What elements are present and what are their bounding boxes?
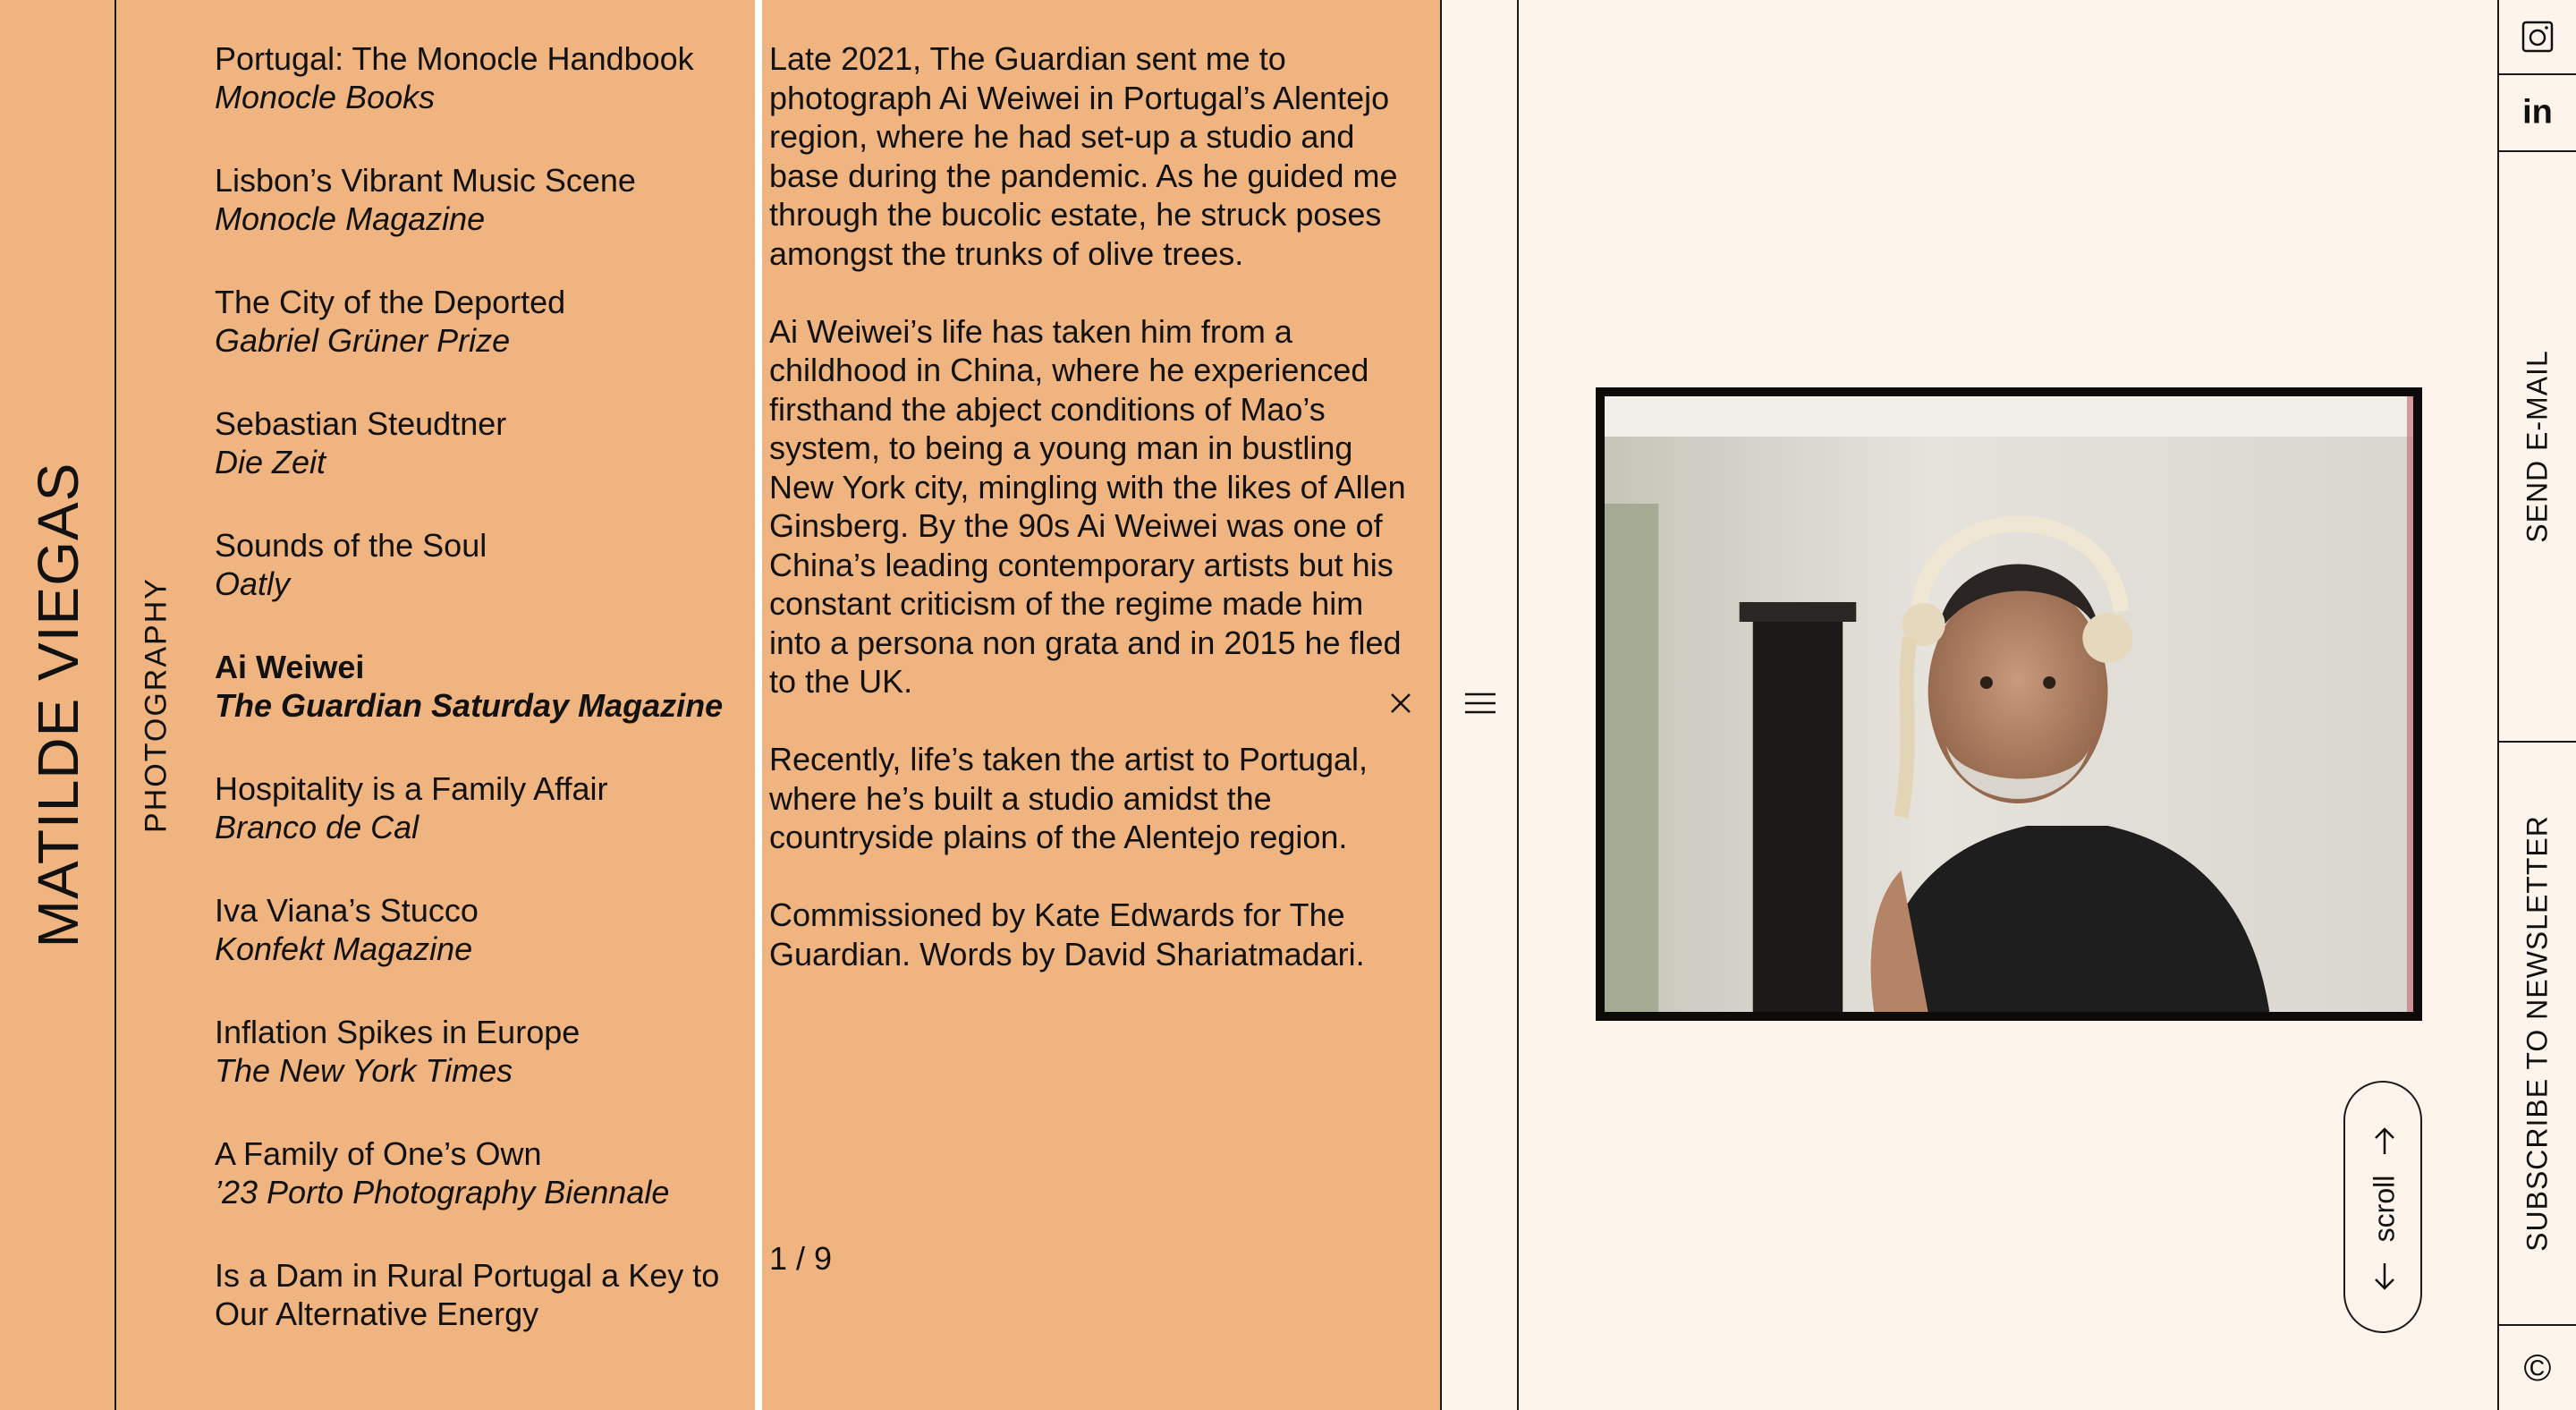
instagram-icon xyxy=(2520,19,2555,55)
project-title: A Family of One’s Own xyxy=(215,1135,542,1172)
project-title: Portugal: The Monocle Handbook xyxy=(215,40,694,77)
linkedin-icon: in xyxy=(2522,93,2553,132)
project-client: Monocle Magazine xyxy=(215,200,486,237)
project-item[interactable] xyxy=(215,526,751,603)
project-item[interactable] xyxy=(215,769,751,846)
project-client: Branco de Cal xyxy=(215,809,419,845)
project-list xyxy=(215,39,751,1378)
send-email-label: SEND E-MAIL xyxy=(2521,350,2554,543)
menu-button[interactable] xyxy=(1462,687,1499,719)
description-column xyxy=(762,0,1442,1410)
project-client: The Guardian Saturday Magazine xyxy=(215,687,724,724)
instagram-link[interactable] xyxy=(2499,0,2576,75)
project-client: Oatly xyxy=(215,565,291,602)
project-title: Is a Dam in Rural Portugal a Key to Our Alternative Energy xyxy=(215,1257,720,1332)
project-item[interactable] xyxy=(215,404,751,481)
scroll-label: scroll xyxy=(2368,1175,2401,1243)
project-client: ’23 Porto Photography Biennale xyxy=(215,1174,670,1210)
copyright-icon: © xyxy=(2523,1346,2552,1389)
newsletter-link[interactable] xyxy=(2499,743,2576,1326)
project-client: The New York Times xyxy=(215,1052,513,1089)
project-item[interactable] xyxy=(215,891,751,968)
hamburger-icon xyxy=(1462,687,1499,719)
description-paragraph: Late 2021, The Guardian sent me to photograph Ai Weiwei in Portugal’s Alentejo region, where he had set-up a studio and base during the pandemic. As he guided me through the bucolic estate, he struck poses amongst the trunks of olive trees. xyxy=(769,40,1398,272)
copyright-link[interactable] xyxy=(2499,1326,2576,1410)
brand-column xyxy=(0,0,116,1410)
project-item[interactable] xyxy=(215,1013,751,1090)
project-client: Die Zeit xyxy=(215,444,326,480)
description-paragraph: Recently, life’s taken the artist to Portugal, where he’s built a studio amidst the countryside plains of the Alentejo region. xyxy=(769,741,1368,855)
send-email-link[interactable] xyxy=(2499,152,2576,743)
project-client: Konfekt Magazine xyxy=(215,930,473,967)
project-item[interactable] xyxy=(215,1256,751,1333)
close-button[interactable] xyxy=(1385,687,1417,719)
project-item[interactable] xyxy=(215,161,751,238)
project-title: Sounds of the Soul xyxy=(215,527,487,564)
project-photo[interactable] xyxy=(1596,387,2422,1021)
project-item[interactable] xyxy=(215,1134,751,1211)
section-label[interactable]: PHOTOGRAPHY xyxy=(139,577,174,833)
project-item[interactable] xyxy=(215,648,751,725)
project-title: Iva Viana’s Stucco xyxy=(215,892,479,929)
project-list-column xyxy=(116,0,762,1410)
description-paragraph: Ai Weiwei’s life has taken him from a childhood in China, where he experienced firsthand the abject conditions of Mao’s system, to being a young man in bustling New York city, mingling with the likes of Allen Ginsberg. By the 90s Ai Weiwei was one of China’s leading contemporary artists but his constant criticism of the regime made him into a persona non grata and in 2015 he fled to the UK. xyxy=(769,312,1406,700)
menu-column xyxy=(1442,0,1519,1410)
project-client: Gabriel Grüner Prize xyxy=(215,322,511,359)
scroll-button[interactable] xyxy=(2343,1081,2422,1333)
linkedin-link[interactable] xyxy=(2499,75,2576,152)
project-item[interactable] xyxy=(215,39,751,116)
project-title: Ai Weiwei xyxy=(215,649,365,685)
close-icon xyxy=(1385,687,1417,719)
arrow-down-icon xyxy=(2370,1260,2399,1292)
site-title[interactable]: MATILDE VIEGAS xyxy=(26,462,90,948)
social-rail xyxy=(2497,0,2576,1410)
newsletter-label: SUBSCRIBE TO NEWSLETTER xyxy=(2521,815,2554,1252)
project-title: Inflation Spikes in Europe xyxy=(215,1014,580,1050)
project-title: Sebastian Steudtner xyxy=(215,405,507,442)
description-paragraph: Commissioned by Kate Edwards for The Guardian. Words by David Shariatmadari. xyxy=(769,896,1365,973)
project-item[interactable] xyxy=(215,283,751,360)
project-title: Hospitality is a Family Affair xyxy=(215,770,608,807)
portrait-photo xyxy=(1605,396,2413,1012)
arrow-up-icon xyxy=(2370,1125,2399,1158)
project-description xyxy=(769,39,1413,1013)
project-title: The City of the Deported xyxy=(215,284,566,320)
image-counter: 1 / 9 xyxy=(769,1240,833,1277)
project-title: Lisbon’s Vibrant Music Scene xyxy=(215,162,636,199)
project-client: Monocle Books xyxy=(215,79,436,115)
